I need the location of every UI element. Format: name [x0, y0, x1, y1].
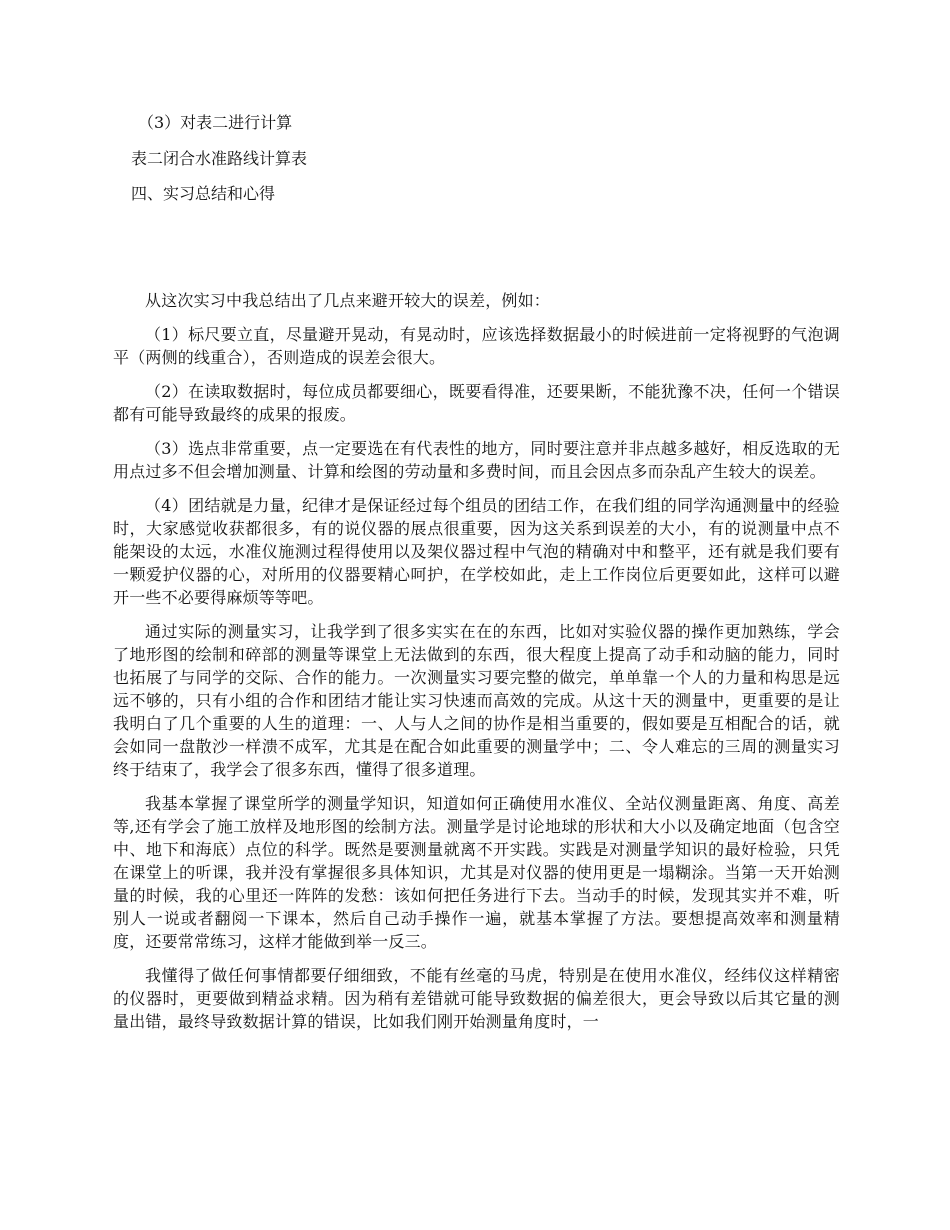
section-heading-calc-table2: （3）对表二进行计算 — [138, 113, 293, 132]
paragraph-carefulness: 我懂得了做任何事情都要仔细细致，不能有丝毫的马虎，特别是在使用水准仪，经纬仪这样精密的仪器时，更要做到精益求精。因为稍有差错就可能导致数据的偏差很大，更会导致以后其它量的测量出错，最终导致数据计算的错误，比如我们刚开始测量角度时，一 — [113, 966, 840, 1031]
paragraph-intro: 从这次实习中我总结出了几点来避开较大的误差，例如： — [145, 291, 551, 310]
document-body — [113, 289, 840, 1044]
section-heading-summary: 四、实习总结和心得 — [131, 184, 276, 203]
paragraph-point-1: （1）标尺要立直，尽量避开晃动，有晃动时，应该选择数据最小的时候进前一定将视野的气泡调平（两侧的线重合），否则造成的误差会很大。 — [113, 325, 840, 367]
paragraph-point-3: （3）选点非常重要，点一定要选在有代表性的地方，同时要注意并非点越多越好，相反选取的无用点过多不但会增加测量、计算和绘图的劳动量和多费时间，而且会因点多而杂乱产生较大的误差。 — [113, 439, 840, 481]
paragraph-practice: 通过实际的测量实习，让我学到了很多实实在在的东西，比如对实验仪器的操作更加熟练，学会了地形图的绘制和碎部的测量等课堂上无法做到的东西，很大程度上提高了动手和动脑的能力，同时也拓展了与同学的交际、合作的能力。一次测量实习要完整的做完，单单靠一个人的力量和构思是远远不够的，只有小组的合作和团结才能让实习快速而高效的完成。从这十天的测量中，更重要的是让我明白了几个重要的人生的道理：一、人与人之间的协作是相当重要的，假如要是互相配合的话，就会如同一盘散沙一样溃不成军，尤其是在配合如此重要的测量学中；二、令人难忘的三周的测量实习终于结束了，我学会了很多东西，懂得了很多道理。 — [113, 622, 840, 779]
paragraph-point-2: （2）在读取数据时，每位成员都要细心，既要看得准，还要果断，不能犹豫不决，任何一个错误都有可能导致最终的成果的报废。 — [113, 382, 840, 424]
paragraph-point-4: （4）团结就是力量，纪律才是保证经过每个组员的团结工作，在我们组的同学沟通测量中的经验时，大家感觉收获都很多，有的说仪器的展点很重要，因为这关系到误差的大小，有的说测量中点不能架设的太远，水准仪施测过程得使用以及架仪器过程中气泡的精确对中和整平，还有就是我们要有一颗爱护仪器的心，对所用的仪器要精心呵护，在学校如此，走上工作岗位后更要如此，这样可以避开一些不必要得麻烦等等吧。 — [113, 496, 840, 607]
paragraph-knowledge: 我基本掌握了课堂所学的测量学知识，知道如何正确使用水准仪、全站仪测量距离、角度、高差等,还有学会了施工放样及地形图的绘制方法。测量学是讨论地球的形状和大小以及确定地面（包含空中、地下和海底）点位的科学。既然是要测量就离不开实践。实践是对测量学知识的最好检验，只凭在课堂上的听课，我并没有掌握很多具体知识，尤其是对仪器的使用更是一塌糊涂。当第一天开始测量的时候，我的心里还一阵阵的发愁：该如何把任务进行下去。当动手的时候，发现其实并不难，听别人一说或者翻阅一下课本，然后自己动手操作一遍，就基本掌握了方法。要想提高效率和测量精度，还要常常练习，这样才能做到举一反三。 — [113, 794, 840, 951]
table-caption: 表二闭合水准路线计算表 — [131, 149, 308, 168]
